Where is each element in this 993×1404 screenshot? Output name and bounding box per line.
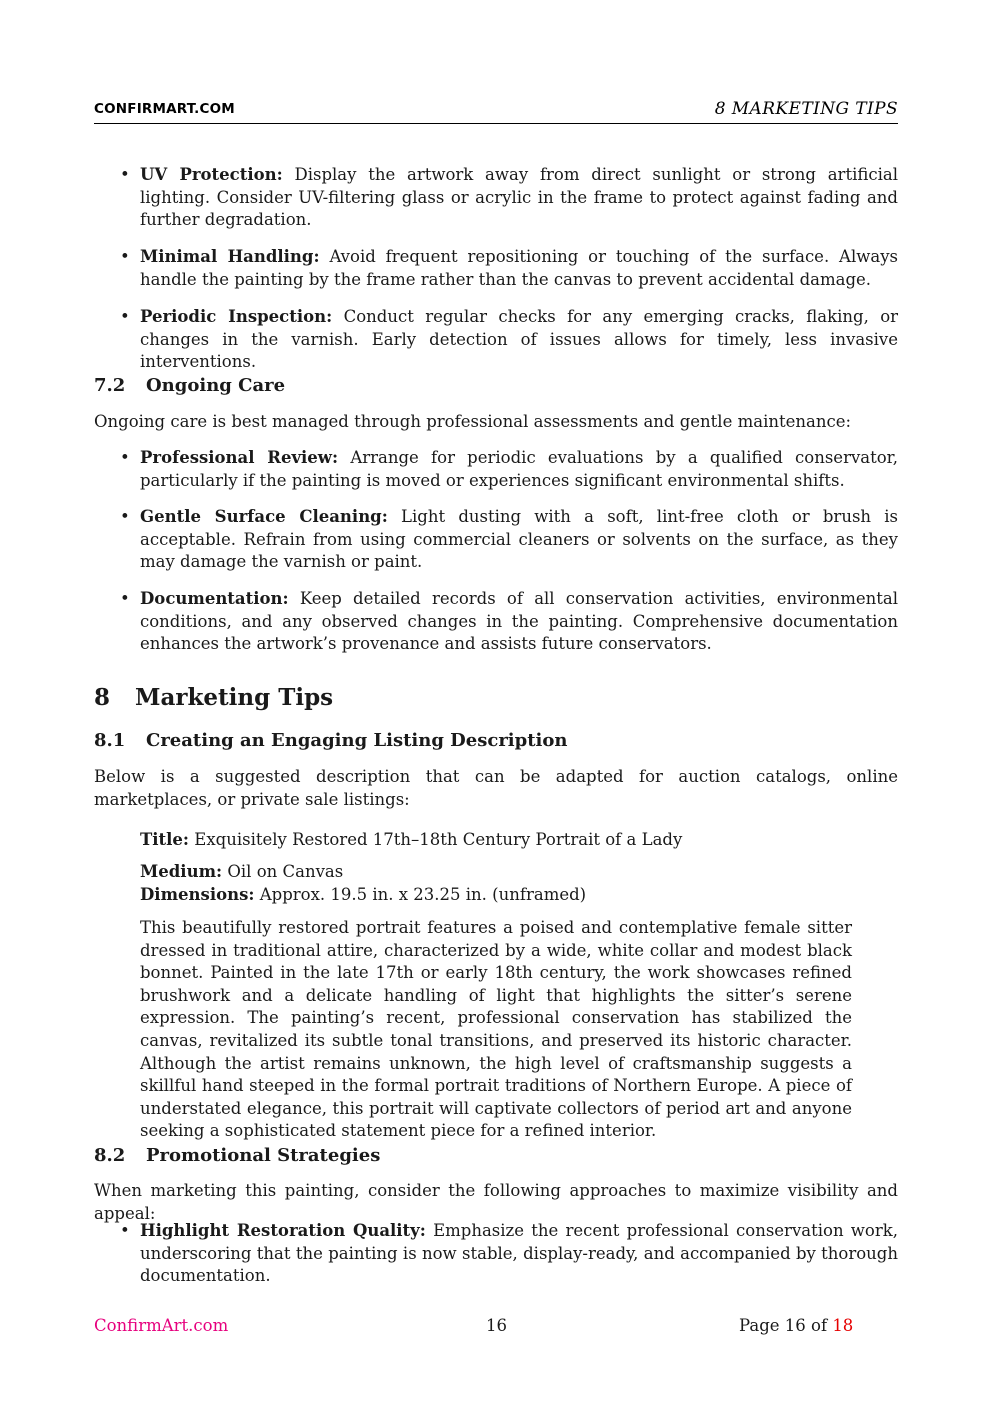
listing-medium-value: Oil on Canvas <box>227 862 344 881</box>
bullet-text: Keep detailed records of all conservation activities, environmental conditions, and any observed changes in the painting. Comprehensive documentation enhances the artwork’s provenance and assists future conservators. <box>140 589 898 654</box>
section-intro: Ongoing care is best managed through professional assessments and gentle maintenance: <box>94 412 852 431</box>
section-number: 8.2 <box>94 1145 126 1166</box>
listing-title-value: Exquisitely Restored 17th–18th Century Portrait of a Lady <box>194 830 683 849</box>
listing-description: This beautifully restored portrait features a poised and contemplative female sitter dressed in traditional attire, characterized by a wide, white collar and modest black bonnet. Painted in the late 17th or early 18th century, the work showcases refined brushwork and a delicate handling of light that highlights the sitter’s serene expression. The painting’s recent, professional conservation has stabilized the canvas, revitalized its subtle tonal transitions, and preserved its historic character. Although the artist remains unknown, the high level of craftsmanship suggests a skillful hand steeped in the formal portrait traditions of Northern Europe. A piece of understated elegance, this portrait will captivate collectors of period art and anyone seeking a sophisticated statement piece for a refined interior. <box>140 918 852 1141</box>
list-item <box>140 447 898 492</box>
page-of-label: Page 16 of <box>739 1316 828 1335</box>
running-title: 8 MARKETING TIPS <box>714 99 898 119</box>
footer-page-number: 16 <box>486 1316 507 1335</box>
section-title: Marketing Tips <box>135 684 334 711</box>
bullet-text: Emphasize the recent professional conservation work, underscoring that the painting is now stable, display-ready, and accompanied by thorough documentation. <box>140 1221 898 1286</box>
footer-page-count <box>739 1316 853 1335</box>
section-intro: Below is a suggested description that can be adapted for auction catalogs, online marketplaces, or private sale listings: <box>94 767 898 809</box>
section-heading-8 <box>94 684 333 711</box>
bullet-label: Minimal Handling: <box>140 247 320 266</box>
section-intro: When marketing this painting, consider the following approaches to maximize visibility and appeal: <box>94 1181 898 1223</box>
section-number: 8 <box>94 684 111 711</box>
list-item <box>140 306 898 374</box>
listing-medium <box>140 861 852 884</box>
list-item <box>140 1220 898 1288</box>
bullet-label: Periodic Inspection: <box>140 307 333 326</box>
list-item <box>140 588 898 656</box>
listing-dimensions-value: Approx. 19.5 in. x 23.25 in. (unframed) <box>259 885 587 904</box>
section-heading-8-1 <box>94 730 567 751</box>
section-heading-8-2 <box>94 1145 380 1166</box>
list-item <box>140 246 898 291</box>
bullet-text: Conduct regular checks for any emerging cracks, flaking, or changes in the varnish. Early detection of issues allows for timely, less invasive interventions. <box>140 307 899 372</box>
section-title: Ongoing Care <box>146 375 286 396</box>
section-number: 8.1 <box>94 730 126 751</box>
bullet-text: Arrange for periodic evaluations by a qualified conservator, particularly if the painting is moved or experiences significant environmental shifts. <box>140 448 898 490</box>
page-header <box>94 97 898 124</box>
bullet-label: UV Protection: <box>140 165 283 184</box>
section-title: Creating an Engaging Listing Description <box>146 730 568 751</box>
footer-site-link[interactable]: ConfirmArt.com <box>94 1316 229 1335</box>
section-title: Promotional Strategies <box>146 1145 381 1166</box>
listing-title-label: Title: <box>140 830 190 849</box>
bullet-label: Highlight Restoration Quality: <box>140 1221 426 1240</box>
bullet-text: Light dusting with a soft, lint-free cloth or brush is acceptable. Refrain from using commercial cleaners or solvents on the surface, as they may damage the varnish or paint. <box>140 507 898 572</box>
listing-medium-label: Medium: <box>140 862 223 881</box>
bullet-label: Gentle Surface Cleaning: <box>140 507 388 526</box>
section-number: 7.2 <box>94 375 126 396</box>
section-heading-7-2 <box>94 375 285 396</box>
bullet-label: Professional Review: <box>140 448 339 467</box>
site-logo: CONFIRMART.COM <box>94 101 235 117</box>
page-total-link[interactable]: 18 <box>832 1316 854 1335</box>
bullet-label: Documentation: <box>140 589 289 608</box>
listing-dimensions <box>140 884 852 907</box>
bullet-text: Display the artwork away from direct sunlight or strong artificial lighting. Consider UV-filtering glass or acrylic in the frame to protect against fading and further degradation. <box>140 165 898 230</box>
listing-title <box>140 829 852 852</box>
bullet-text: Avoid frequent repositioning or touching of the surface. Always handle the painting by the frame rather than the canvas to prevent accidental damage. <box>140 247 899 289</box>
list-item <box>140 506 898 574</box>
list-item <box>140 164 898 232</box>
listing-dimensions-label: Dimensions: <box>140 885 255 904</box>
